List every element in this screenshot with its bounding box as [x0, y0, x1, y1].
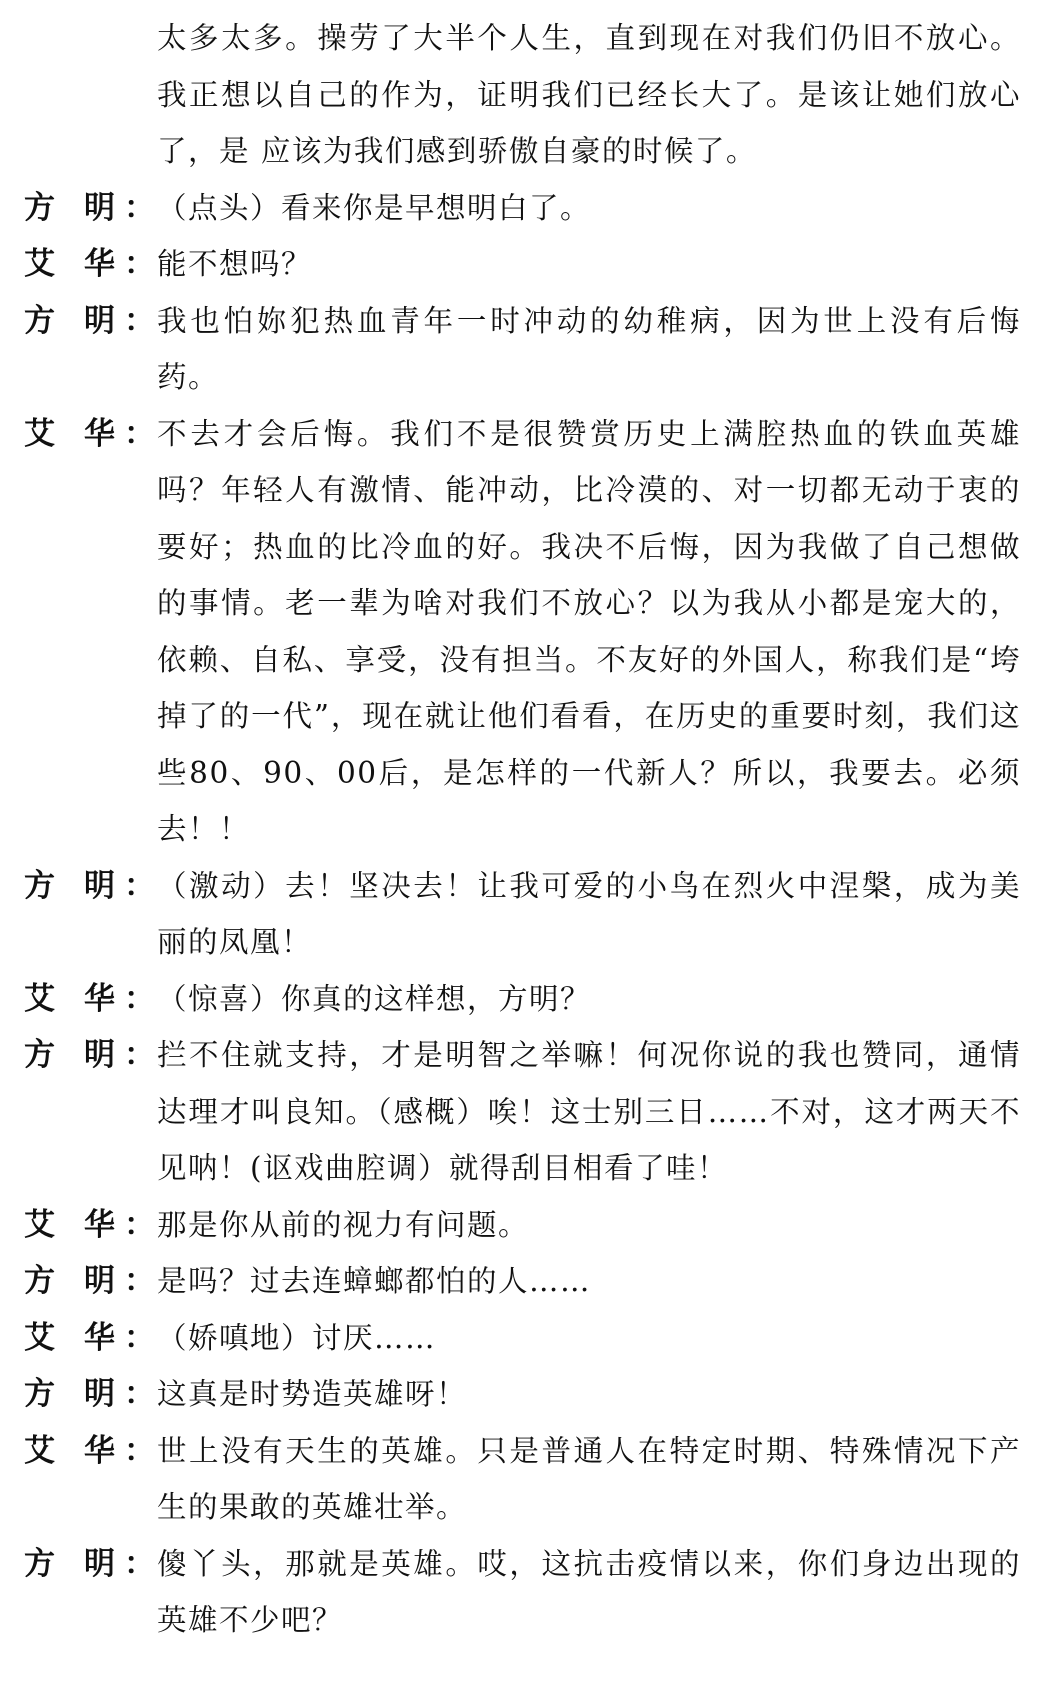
dialogue-line: 傻丫头，那就是英雄。哎，这抗击疫情以来，你们身边出现的英雄不少吧？ [157, 1546, 1021, 1637]
speaker-name [24, 971, 154, 1027]
speaker-char: 方 [24, 1545, 55, 1582]
speaker-colon: ： [124, 246, 155, 282]
dialogue-line: 能不想吗？ [157, 247, 313, 281]
speaker-char: 明 [84, 302, 115, 339]
dialogue-line: （激动）去！坚决去！让我可爱的小鸟在烈火中涅槃，成为美丽的凤凰！ [157, 868, 1021, 959]
speaker-colon: ： [124, 1263, 155, 1299]
dialogue-turn [0, 1027, 1046, 1197]
dialogue-line: 这真是时势造英雄呀！ [157, 1377, 468, 1411]
speaker-colon: ： [124, 189, 155, 226]
speaker-char: 华 [84, 415, 115, 452]
speaker-name [24, 1310, 154, 1366]
dialogue-turn [0, 1536, 1046, 1649]
dialogue-line: 我也怕妳犯热血青年一时冲动的幼稚病，因为世上没有后悔药。 [157, 303, 1021, 394]
speaker-char: 方 [24, 1376, 55, 1412]
speaker-name [24, 858, 154, 914]
speaker-name [24, 236, 154, 292]
speaker-char: 艾 [24, 1432, 55, 1469]
dialogue-line: 世上没有天生的英雄。只是普通人在特定时期、特殊情况下产生的果敢的英雄壮举。 [157, 1433, 1021, 1524]
speaker-char: 华 [84, 980, 115, 1017]
speaker-colon: ： [124, 1376, 155, 1412]
speaker-char: 明 [84, 1376, 115, 1412]
speaker-colon: ： [124, 415, 155, 452]
speaker-char: 华 [84, 246, 115, 282]
speaker-char: 明 [84, 1037, 115, 1073]
speaker-char: 华 [84, 1319, 115, 1356]
dialogue-turn [0, 1197, 1046, 1254]
speaker-name [24, 406, 154, 462]
speaker-colon: ： [124, 1206, 155, 1243]
speaker-colon: ： [124, 302, 155, 339]
speaker-char: 方 [24, 302, 55, 339]
dialogue-line: （娇嗔地）讨厌…… [157, 1320, 437, 1355]
dialogue-line: （惊喜）你真的这样想，方明？ [157, 981, 592, 1016]
dialogue-line: 拦不住就支持，才是明智之举嘛！何况你说的我也赞同，通情达理才叫良知。（感概）唉！这士别三日……不对，这才两天不见呐！(讴戏曲腔调）就得刮目相看了哇！ [157, 1038, 1021, 1185]
speaker-char: 艾 [24, 980, 55, 1017]
dialogue-turn [0, 858, 1046, 971]
dialogue-turn [0, 406, 1046, 858]
dialogue-line: 是吗？过去连蟑螂都怕的人…… [157, 1264, 592, 1298]
speaker-name [24, 1366, 154, 1422]
speaker-char: 明 [84, 1545, 115, 1582]
speaker-colon: ： [124, 1432, 155, 1469]
dialogue-turn [0, 1253, 1046, 1310]
speaker-colon: ： [124, 867, 155, 904]
dialogue-turn [0, 236, 1046, 293]
speaker-name [24, 1423, 154, 1479]
speaker-name [24, 293, 154, 349]
speaker-char: 方 [24, 1263, 55, 1299]
speaker-colon: ： [124, 1037, 155, 1073]
dialogue-turn [0, 971, 1046, 1028]
speaker-name [24, 180, 154, 236]
dialogue-turn [0, 1423, 1046, 1536]
speaker-char: 明 [84, 867, 115, 904]
speaker-name [24, 1536, 154, 1592]
dialogue-line: 不去才会后悔。我们不是很赞赏历史上满腔热血的铁血英雄吗？年轻人有激情、能冲动，比冷漠的、对一切都无动于衷的要好；热血的比冷血的好。我决不后悔，因为我做了自己想做的事情。老一辈为啥对我们不放心？以为我从小都是宠大的，依赖、自私、享受，没有担当。不友好的外国人，称我们是“垮掉了的一代”，现在就让他们看看，在历史的重要时刻，我们这些80、90、00后，是怎样的一代新人？所以，我要去。必须去！！ [157, 416, 1021, 846]
dialogue-turn [0, 1310, 1046, 1367]
speaker-char: 明 [84, 189, 115, 226]
speaker-colon: ： [124, 1545, 155, 1582]
speaker-char: 华 [84, 1432, 115, 1469]
speaker-colon: ： [124, 980, 155, 1017]
speaker-name [24, 1253, 154, 1309]
speaker-name [24, 1197, 154, 1253]
dialogue-turn [0, 1366, 1046, 1423]
speaker-char: 方 [24, 1037, 55, 1073]
speaker-name [24, 1027, 154, 1083]
dialogue-turn [0, 293, 1046, 406]
speaker-char: 明 [84, 1263, 115, 1299]
dialogue-turn [0, 180, 1046, 237]
speaker-colon: ： [124, 1319, 155, 1356]
dialogue-list [0, 180, 1046, 1649]
continuation-text: 太多太多。操劳了大半个人生，直到现在对我们仍旧不放心。我正想以自己的作为，证明我们已经长大了。是该让她们放心了，是 应该为我们感到骄傲自豪的时候了。 [157, 21, 1021, 168]
dialogue-line: （点头）看来你是早想明白了。 [157, 190, 592, 225]
speaker-char: 艾 [24, 415, 55, 452]
speaker-char: 华 [84, 1206, 115, 1243]
speaker-char: 艾 [24, 1319, 55, 1356]
speaker-char: 艾 [24, 1206, 55, 1243]
speaker-char: 方 [24, 867, 55, 904]
speaker-char: 方 [24, 189, 55, 226]
dialogue-line: 那是你从前的视力有问题。 [157, 1207, 530, 1242]
speaker-char: 艾 [24, 246, 55, 282]
